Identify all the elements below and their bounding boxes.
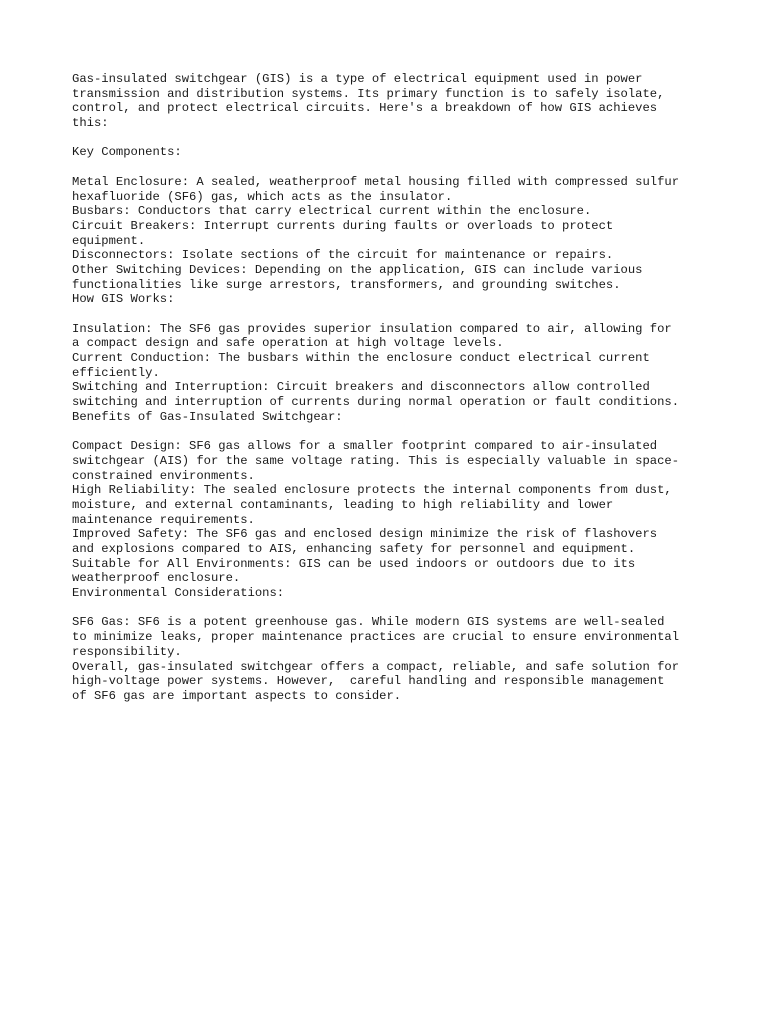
text-line: Compact Design: SF6 gas allows for a smaller footprint compared to air-insulated (72, 439, 658, 454)
text-line: Suitable for All Environments: GIS can be used indoors or outdoors due to its (72, 556, 636, 571)
text-line: this: (72, 116, 109, 131)
section-heading: How GIS Works: (72, 292, 175, 307)
text-line: constrained environments. (72, 468, 255, 483)
text-line: to minimize leaks, proper maintenance practices are crucial to ensure environmental (72, 630, 680, 645)
text-line: SF6 Gas: SF6 is a potent greenhouse gas. While modern GIS systems are well-sealed (72, 615, 665, 630)
text-line: weatherproof enclosure. (72, 571, 241, 586)
text-line: Gas-insulated switchgear (GIS) is a type of electrical equipment used in power (72, 72, 643, 86)
text-line: functionalities like surge arrestors, transformers, and grounding switches. (72, 277, 621, 292)
blank-line (72, 601, 712, 616)
blank-line (72, 425, 712, 440)
text-line: Other Switching Devices: Depending on the application, GIS can include various (72, 262, 643, 277)
text-line: hexafluoride (SF6) gas, which acts as the insulator. (72, 189, 453, 204)
text-line: Switching and Interruption: Circuit breakers and disconnectors allow controlled (72, 380, 650, 395)
text-line: Disconnectors: Isolate sections of the circuit for maintenance or repairs. (72, 248, 614, 263)
text-line: and explosions compared to AIS, enhancing safety for personnel and equipment. (72, 542, 636, 556)
section-heading: Benefits of Gas-Insulated Switchgear: (72, 409, 343, 424)
text-line: Insulation: The SF6 gas provides superior insulation compared to air, allowing for (72, 321, 672, 336)
text-line: control, and protect electrical circuits. Here's a breakdown of how GIS achieves (72, 101, 658, 116)
document-page (72, 72, 712, 704)
text-line: Current Conduction: The busbars within the enclosure conduct electrical current (72, 351, 650, 366)
section-heading: Environmental Considerations: (72, 586, 285, 601)
text-line: a compact design and safe operation at high voltage levels. (72, 336, 504, 351)
text-line: of SF6 gas are important aspects to consider. (72, 688, 402, 703)
text-line: maintenance requirements. (72, 512, 255, 527)
blank-line (72, 307, 712, 322)
text-line: Improved Safety: The SF6 gas and enclosed design minimize the risk of flashovers (72, 527, 658, 542)
text-line: equipment. (72, 233, 146, 248)
text-line: responsibility. (72, 644, 182, 659)
text-line: moisture, and external contaminants, leading to high reliability and lower (72, 497, 614, 512)
text-line: Metal Enclosure: A sealed, weatherproof metal housing filled with compressed sulfur (72, 174, 680, 189)
text-line: Circuit Breakers: Interrupt currents during faults or overloads to protect (72, 218, 614, 233)
text-line: high-voltage power systems. However, careful handling and responsible management (72, 674, 665, 689)
blank-line (72, 160, 712, 175)
text-line: efficiently. (72, 365, 160, 380)
text-line: switchgear (AIS) for the same voltage rating. This is especially valuable in space- (72, 453, 680, 468)
text-line: High Reliability: The sealed enclosure protects the internal components from dust, (72, 483, 672, 498)
text-line: transmission and distribution systems. Its primary function is to safely isolate, (72, 86, 665, 101)
text-line: Overall, gas-insulated switchgear offers a compact, reliable, and safe solution for (72, 659, 680, 674)
text-line: Busbars: Conductors that carry electrical current within the enclosure. (72, 204, 592, 219)
text-line: switching and interruption of currents during normal operation or fault conditions. (72, 395, 680, 410)
section-heading: Key Components: (72, 145, 182, 160)
blank-line (72, 131, 712, 146)
